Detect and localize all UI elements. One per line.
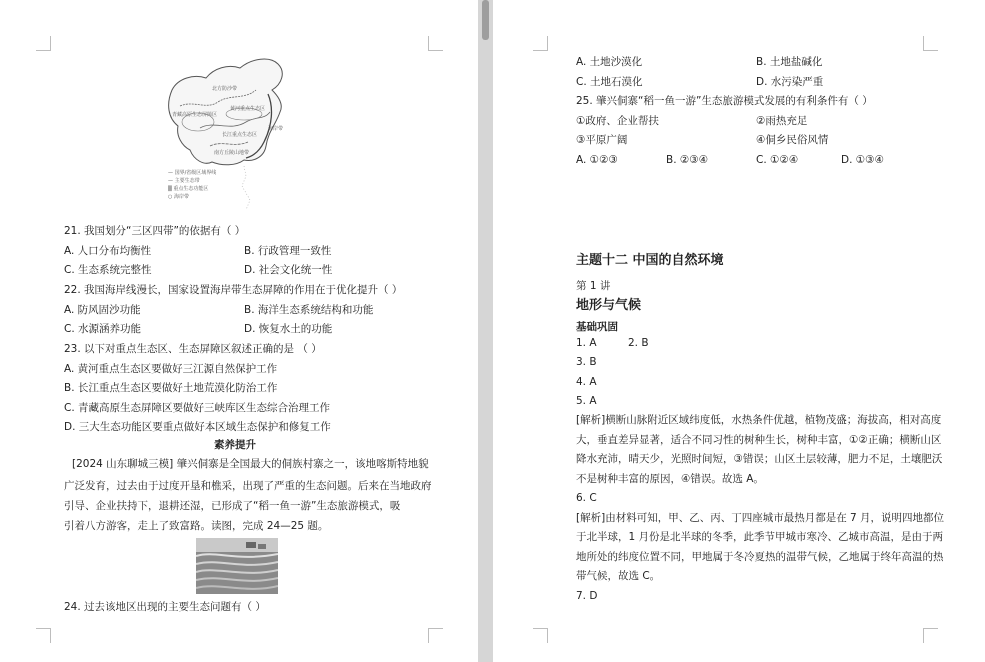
answer-item: 1. A — [576, 337, 597, 349]
explanation-line: 于北半球，1 月份是北半球的冬季，此季节甲城市寒冷、乙城市高温，是由于两 — [576, 531, 944, 543]
q21-option-b: B. 行政管理一致性 — [244, 245, 332, 257]
q25-stem: 25. 肇兴侗寨“稻一鱼一游”生态旅游模式发展的有利条件有（ ） — [576, 95, 873, 107]
subsection-title: 基础巩固 — [576, 321, 618, 333]
document-page-left — [0, 0, 478, 662]
passage-line: [2024 山东聊城三模] 肇兴侗寨是全国最大的侗族村寨之一，该地喀斯特地貌 — [72, 458, 429, 470]
q23-option-b: B. 长江重点生态区要做好土地荒漠化防治工作 — [64, 382, 278, 394]
crop-mark — [533, 36, 548, 51]
crop-mark — [923, 628, 938, 643]
q25-statement-2: ②雨热充足 — [756, 115, 808, 127]
crop-mark — [923, 36, 938, 51]
q24-option-b: B. 土地盐碱化 — [756, 56, 823, 68]
passage-line: 引导、企业扶持下，退耕还湿，已形成了“稻一鱼一游”生态旅游模式，吸 — [64, 500, 401, 512]
passage-line: 引着八方游客，走上了致富路。读图，完成 24—25 题。 — [64, 520, 329, 532]
explanation-line: [解析]横断山脉附近区域纬度低，水热条件优越，植物茂盛；海拔高，相对高度 — [576, 414, 942, 426]
lecture-number: 第 1 讲 — [576, 280, 611, 292]
explanation-line: 不是树种丰富的原因，④错误。故选 A。 — [576, 473, 764, 485]
map-legend-item: ▒ 重点生态功能区 — [168, 186, 209, 192]
q22-option-b: B. 海洋生态系统结构和功能 — [244, 304, 374, 316]
q22-option-a: A. 防风固沙功能 — [64, 304, 141, 316]
q25-option-a: A. ①②③ — [576, 154, 618, 166]
document-page-right — [493, 0, 985, 662]
answer-item: 3. B — [576, 356, 597, 368]
explanation-line: [解析]由材料可知，甲、乙、丙、丁四座城市最热月都是在 7 月，说明四地都位 — [576, 512, 945, 524]
map-label: 青藏高原生态屏障区 — [172, 112, 218, 118]
q24-option-a: A. 土地沙漠化 — [576, 56, 643, 68]
q22-stem: 22. 我国海岸线漫长，国家设置海岸带生态屏障的作用在于优化提升（ ） — [64, 284, 403, 296]
passage-line: 广泛发育，过去由于过度开垦和樵采，出现了严重的生态问题。后来在当地政府 — [64, 480, 432, 492]
answer-item: 4. A — [576, 376, 597, 388]
map-label: 黄河重点生态区 — [230, 106, 266, 112]
q23-option-a: A. 黄河重点生态区要做好三江源自然保护工作 — [64, 363, 278, 375]
q21-option-a: A. 人口分布均衡性 — [64, 245, 152, 257]
answer-item: 6. C — [576, 492, 597, 504]
answer-item: 2. B — [628, 337, 649, 349]
map-legend-item: ○ 海岸带 — [168, 194, 189, 200]
q21-stem: 21. 我国划分“三区四带”的依据有（ ） — [64, 225, 246, 237]
map-label: 北方防沙带 — [212, 86, 238, 92]
q24-option-d: D. 水污染严重 — [756, 76, 824, 88]
explanation-line: 地所处的纬度位置不同，甲地属于冬冷夏热的温带气候，乙地属于终年高温的热 — [576, 551, 944, 563]
q25-option-c: C. ①②④ — [756, 154, 799, 166]
q23-stem: 23. 以下对重点生态区、生态屏障区叙述正确的是 （ ） — [64, 343, 322, 355]
explanation-line: 大，垂直差异显著，适合不同习性的树种生长，树种丰富，①②正确；横断山区 — [576, 434, 942, 446]
crop-mark — [36, 628, 51, 643]
map-legend-item: — 国界/省级区域界线 — [168, 170, 217, 176]
q25-option-b: B. ②③④ — [666, 154, 709, 166]
map-legend-item: — 主要生态带 — [168, 178, 200, 184]
q21-option-c: C. 生态系统完整性 — [64, 264, 152, 276]
crop-mark — [428, 628, 443, 643]
vertical-scrollbar[interactable] — [478, 0, 493, 662]
q23-option-d: D. 三大生态功能区要重点做好本区域生态保护和修复工作 — [64, 421, 331, 433]
crop-mark — [428, 36, 443, 51]
explanation-line: 降水充沛，晴天少，光照时间短，③错误；山区土层较薄，肥力不足，土壤肥沃 — [576, 453, 943, 465]
map-label: 长江重点生态区 — [222, 132, 258, 138]
q25-statement-3: ③平原广阔 — [576, 134, 628, 146]
q22-option-d: D. 恢复水土的功能 — [244, 323, 333, 335]
answer-item: 5. A — [576, 395, 597, 407]
answer-item: 7. D — [576, 590, 598, 602]
q22-option-c: C. 水源涵养功能 — [64, 323, 142, 335]
q25-option-d: D. ①③④ — [841, 154, 884, 166]
map-label: 南方丘陵山地带 — [214, 150, 250, 156]
q21-option-d: D. 社会文化统一性 — [244, 264, 333, 276]
q25-statement-1: ①政府、企业帮扶 — [576, 115, 659, 127]
scrollbar-thumb[interactable] — [482, 0, 489, 40]
lecture-title: 地形与气候 — [576, 298, 642, 313]
topic-title: 主题十二 中国的自然环境 — [576, 253, 724, 268]
q23-option-c: C. 青藏高原生态屏障区要做好三峡库区生态综合治理工作 — [64, 402, 331, 414]
terrace-photo — [196, 538, 278, 594]
section-title: 素养提升 — [214, 439, 256, 451]
q24-option-c: C. 土地石漠化 — [576, 76, 643, 88]
crop-mark — [36, 36, 51, 51]
explanation-line: 带气候，故选 C。 — [576, 570, 661, 582]
q24-stem: 24. 过去该地区出现的主要生态问题有（ ） — [64, 601, 266, 613]
map-label: 海岸带 — [268, 126, 284, 132]
china-ecological-map — [160, 50, 300, 218]
crop-mark — [533, 628, 548, 643]
q25-statement-4: ④侗乡民俗风情 — [756, 134, 829, 146]
